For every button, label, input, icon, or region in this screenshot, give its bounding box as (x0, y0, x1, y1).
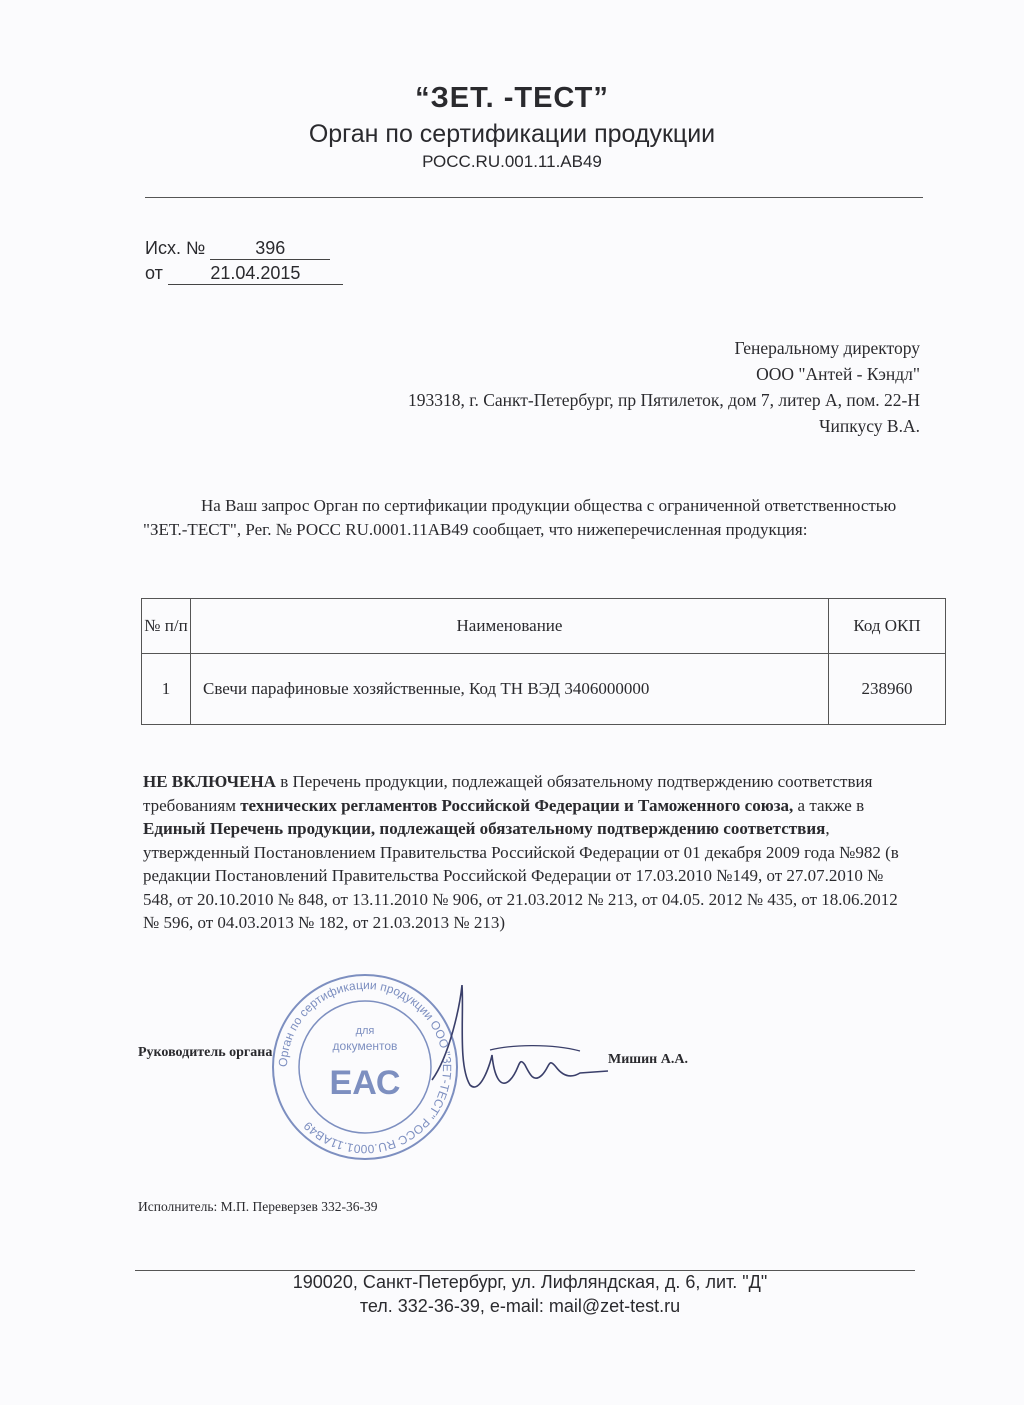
ref-number-value: 396 (210, 238, 330, 260)
footer-address: 190020, Санкт-Петербург, ул. Лифляндская, д. 6, лит. "Д" (292, 1272, 768, 1292)
addressee-block (408, 335, 920, 439)
ref-number-line (145, 238, 330, 260)
handwritten-signature (430, 985, 610, 1105)
table-row (142, 654, 946, 725)
stamp-center-top: для (355, 1025, 375, 1037)
org-name: “ЗЕТ. -ТЕСТ” (415, 82, 609, 114)
conclusion-bold-2: технических регламентов Российской Федерации и Таможенного союза, (240, 795, 794, 815)
row-num: 1 (142, 654, 191, 725)
ref-date-label: от (145, 263, 163, 283)
intro-paragraph: На Ваш запрос Орган по сертификации продукции общества с ограниченной ответственностью "ЗЕТ.-ТЕСТ", Рег. № РОСС RU.0001.11АВ49 сообщает, что нижеперечисленная продукция: (143, 496, 897, 539)
conclusion-bold-1: НЕ ВКЛЮЧЕНА (143, 772, 276, 791)
org-type: Орган по сертификации продукции (308, 120, 716, 148)
addressee-position: Генеральному директору (734, 338, 920, 358)
conclusion-text-1: в Перечень продукции, подлежащей обязательному подтверждению соответствия требованиям (143, 772, 873, 815)
ref-date-value: 21.04.2015 (168, 263, 343, 285)
org-reg-number: РОСС.RU.001.11.АВ49 (422, 152, 602, 171)
stamp-center-mid: документов (332, 1039, 398, 1053)
addressee-person: Чипкусу В.А. (819, 416, 920, 436)
footer-divider (135, 1270, 915, 1271)
performer-info: Исполнитель: М.П. Переверзев 332-36-39 (138, 1199, 378, 1214)
header-code: Код ОКП (829, 599, 946, 654)
signature-name: Мишин А.А. (608, 1052, 688, 1067)
ref-number-label: Исх. № (145, 238, 206, 258)
conclusion-bold-3: Единый Перечень продукции, подлежащей обязательному подтверждению соответствия (143, 819, 826, 838)
header-name: Наименование (191, 599, 829, 654)
product-table (141, 598, 946, 725)
header-num: № п/п (142, 599, 191, 654)
table-header-row (142, 599, 946, 654)
conclusion-paragraph (143, 770, 913, 935)
addressee-company: ООО "Антей - Кэндл" (756, 364, 920, 384)
row-code: 238960 (829, 654, 946, 725)
ref-date-line (145, 263, 343, 285)
stamp-eac-mark: ЕАС (329, 1064, 401, 1102)
signature-label: Руководитель органа (138, 1045, 273, 1060)
row-name: Свечи парафиновые хозяйственные, Код ТН ВЭД 3406000000 (191, 654, 829, 725)
addressee-address: 193318, г. Санкт-Петербург, пр Пятилеток, дом 7, литер А, пом. 22-Н (408, 390, 920, 410)
header-divider (145, 197, 923, 198)
conclusion-text-2: а также в (793, 795, 865, 815)
conclusion-text-3: , утвержденный Постановлением Правительства Российской Федерации от 01 декабря 2009 года №982 (в редакции Постановлений Правительства Российской Федерации от 17.03.2010 №149, от 27.07.2010 № 548, от 20.10.2010 № 848, от 13.11.2010 № 906, от 21.03.2012 № 213, от 04.05. 2012 № 435, от 18.06.2012 № 596, от 04.03.2013 № 182, от 21.03.2013 № 213) (143, 819, 899, 932)
footer-contacts: тел. 332-36-39, e-mail: mail@zet-test.ru (359, 1296, 681, 1316)
stamp-ring-text: Орган по сертификации продукции ООО "ЗЕТ-ТЕСТ" РОСС RU.0001.11АВ49 (275, 977, 455, 1157)
